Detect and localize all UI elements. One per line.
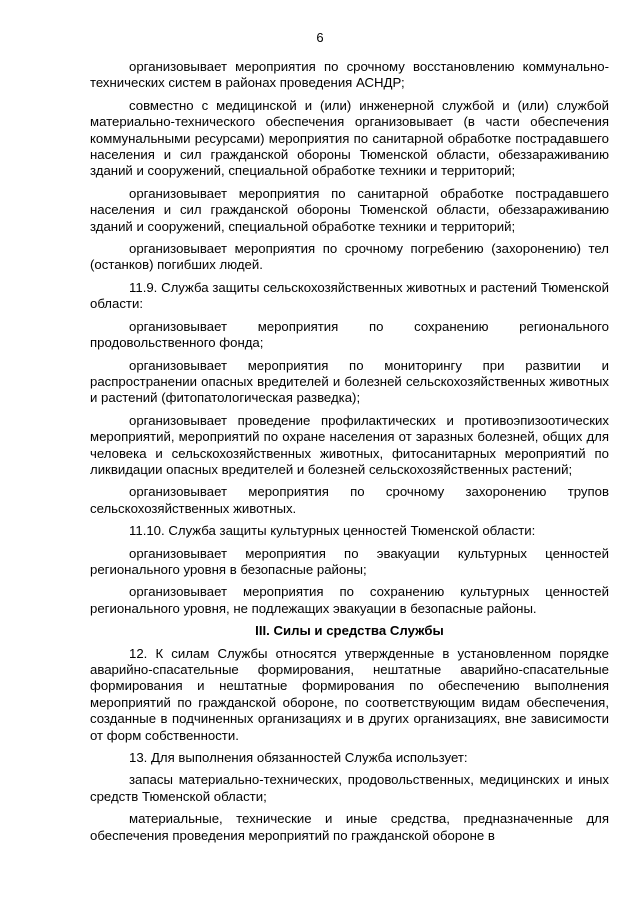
paragraph: организовывает мероприятия по срочному погребению (захоронению) тел (останков) погибших людей. xyxy=(90,241,609,273)
paragraph: организовывает мероприятия по санитарной обработке пострадавшего населения и сил гражданской обороны Тюменской области, обеззараживанию зданий и сооружений, специальной обработке техники и территорий; xyxy=(90,185,609,234)
paragraph: организовывает проведение профилактических и противоэпизоотических мероприятий, мероприятий по охране населения от заразных болезней, общих для человека и сельскохозяйственных животных, фитосанитарных мероприятий по ликвидации опасных вредителей и болезней сельскохозяйственных растений; xyxy=(90,412,609,477)
paragraph: организовывает мероприятия по мониторингу при развитии и распространении опасных вредителей и болезней сельскохозяйственных животных и растений (фитопатологическая разведка); xyxy=(90,357,609,406)
paragraph: запасы материально-технических, продовольственных, медицинских и иных средств Тюменской области; xyxy=(90,772,609,804)
section-heading: III. Силы и средства Службы xyxy=(255,623,444,639)
paragraph: организовывает мероприятия по срочному восстановлению коммунально-технических систем в районах проведения АСНДР; xyxy=(90,59,609,91)
paragraph: организовывает мероприятия по сохранению регионального продовольственного фонда; xyxy=(90,318,609,351)
paragraph: организовывает мероприятия по сохранению культурных ценностей регионального уровня, не подлежащих эвакуации в безопасные районы. xyxy=(90,584,609,616)
paragraph: 13. Для выполнения обязанностей Служба использует: xyxy=(129,750,468,766)
paragraph: 12. К силам Службы относятся утвержденные в установленном порядке аварийно-спасательные формирования, нештатные аварийно-спасательные формирования и нештатные формирования по обеспечению выполнения мероприятий по гражданской обороне, по соответствующим видам обеспечения, созданные в подчиненных организациях и в других организациях, вне зависимости от форм собственности. xyxy=(90,645,609,743)
paragraph: организовывает мероприятия по эвакуации культурных ценностей регионального уровня в безопасные районы; xyxy=(90,545,609,577)
page-number: 6 xyxy=(316,30,324,45)
document-body xyxy=(90,59,609,850)
paragraph: материальные, технические и иные средства, предназначенные для обеспечения проведения мероприятий по гражданской обороне в xyxy=(90,811,609,843)
paragraph: 11.9. Служба защиты сельскохозяйственных животных и растений Тюменской области: xyxy=(90,279,609,312)
paragraph: 11.10. Служба защиты культурных ценностей Тюменской области: xyxy=(129,523,536,539)
paragraph: совместно с медицинской и (или) инженерной службой и (или) службой материально-технического обеспечения организовывает (в части обеспечения коммунальными ресурсами) мероприятия по санитарной обработке пострадавшего населения и сил гражданской обороны Тюменской области, обеззараживанию зданий и сооружений, специальной обработке техники и территорий; xyxy=(90,97,609,179)
paragraph: организовывает мероприятия по срочному захоронению трупов сельскохозяйственных животных. xyxy=(90,484,609,516)
